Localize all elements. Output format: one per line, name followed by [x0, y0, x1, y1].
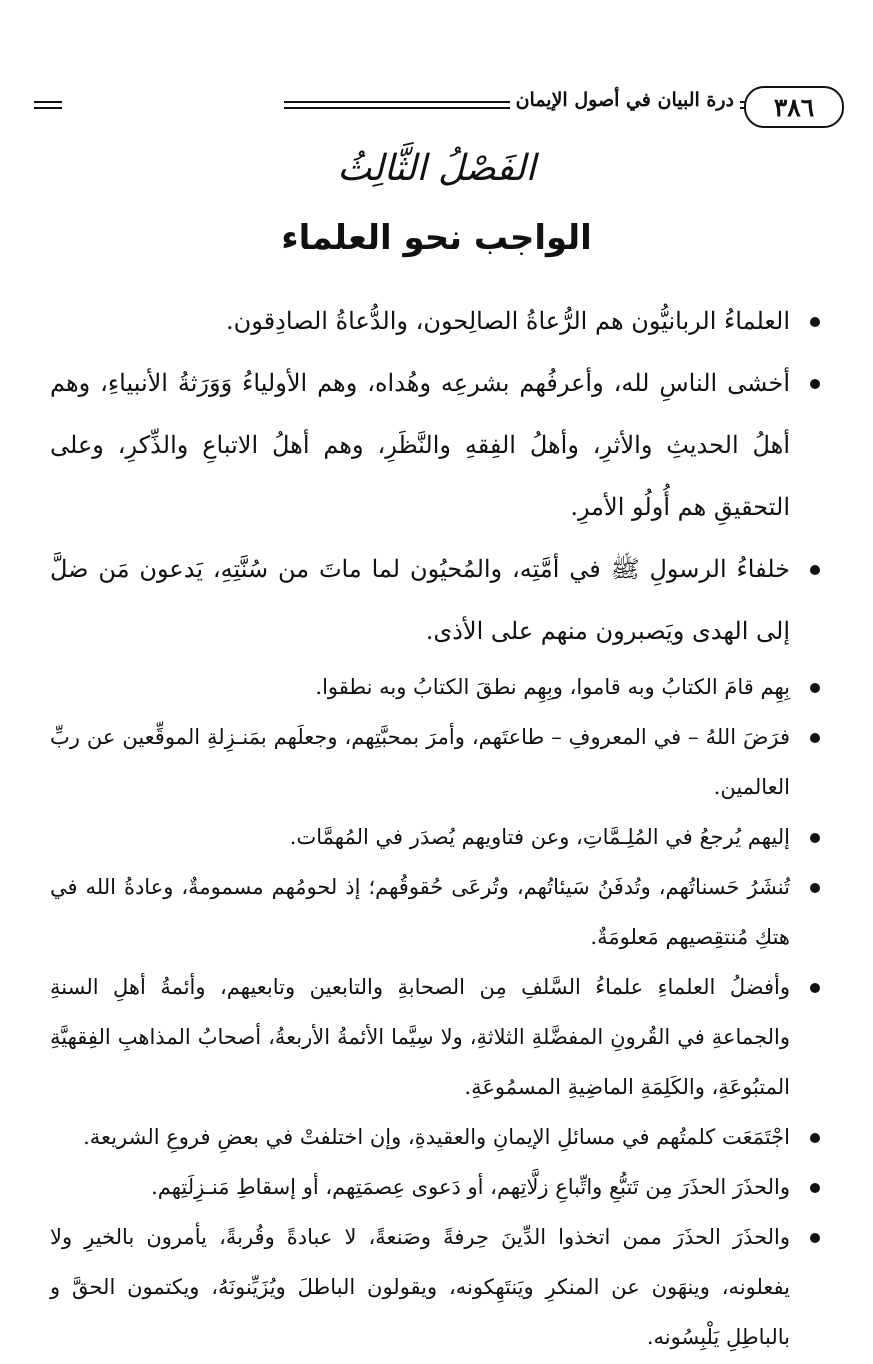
list-item-text: فرَضَ اللهُ – في المعروفِ – طاعتَهم، وأمرَ بمحبَّتِهم، وجعلَهم بمَنـزِلةِ الموقِّعين عن ربِّ العالمين.: [50, 725, 790, 799]
bullet-icon: [810, 317, 820, 327]
list-item: [50, 538, 822, 662]
header-rule: [34, 101, 62, 103]
list-item: [50, 812, 822, 862]
bullet-list: [50, 290, 822, 1362]
list-item: [50, 712, 822, 812]
list-item: [50, 1212, 822, 1362]
list-item-text: تُنشَرُ حَسناتُهم، وتُدفَنُ سَيئاتُهم، وتُرعَى حُقوقُهم؛ إذ لحومُهم مسمومةٌ، وعادةُ الله في هتكِ مُنتقِصيهم مَعلومَةٌ.: [50, 875, 790, 949]
list-item-text: والحذَرَ الحذَرَ مِن تَتبُّعِ واتِّباعِ زلَّاتِهم، أو دَعوى عِصمَتِهم، أو إسقاطِ مَنـزِلَتِهم.: [151, 1175, 790, 1199]
running-header: [34, 86, 844, 126]
bullet-icon: [810, 1233, 820, 1243]
page-number: ٣٨٦: [744, 86, 844, 128]
section-title: الواجب نحو العلماء: [281, 218, 592, 258]
list-item: [50, 1112, 822, 1162]
list-item: [50, 662, 822, 712]
bullet-icon: [810, 733, 820, 743]
list-item-text: وأفضلُ العلماءِ علماءُ السَّلفِ مِن الصحابةِ والتابعين وتابعيهم، وأئمةُ أهلِ السنةِ والجماعةِ في القُرونِ المفضَّلةِ الثلاثةِ، ولا سِيَّما الأئمةُ الأربعةُ، أصحابُ المذاهبِ الفِقهيَّةِ المتبُوعَةِ، والكَلِمَةِ الماضِيةِ المسمُوعَةِ.: [50, 975, 790, 1099]
list-item-text: إليهم يُرجعُ في المُلِـمَّاتِ، وعن فتاويهم يُصدَر في المُهمَّات.: [289, 825, 790, 849]
bullet-icon: [810, 1183, 820, 1193]
list-item-text: العلماءُ الربانيُّون هم الرُّعاةُ الصالِحون، والدُّعاةُ الصادِقون.: [226, 307, 790, 335]
bullet-icon: [810, 565, 820, 575]
chapter-heading: الفَصْلُ الثَّالِثُ: [337, 148, 536, 189]
list-item: [50, 862, 822, 962]
list-item: [50, 290, 822, 352]
bullet-icon: [810, 883, 820, 893]
list-item-text: أخشى الناسِ لله، وأعرفُهم بشرعِه وهُداه، وهم الأولياءُ وَوَرَثةُ الأنبياءِ، وهم أهلُ الحديثِ والأثرِ، وأهلُ الفِقهِ والنَّظَرِ، وهم أهلُ الاتباعِ والذِّكرِ، وعلى التحقيقِ هم أُولُو الأمرِ.: [50, 369, 790, 521]
list-item-text: اجْتَمَعَت كلمتُهم في مسائلِ الإيمانِ والعقيدةِ، وإن اختلفتْ في بعضِ فروعِ الشريعة.: [83, 1125, 790, 1149]
bullet-icon: [810, 683, 820, 693]
header-rule: [34, 107, 62, 109]
list-item-text: والحذَرَ الحذَرَ ممن اتخذوا الدِّينَ حِرفةً وصَنعةً، لا عبادةً وقُربةً، يأمرون بالخيرِ ولا يفعلونه، وينهَون عن المنكرِ ويَنتَهِكونه، ويقولون الباطلَ ويُزَيِّنونَهُ، ويكتمون الحقَّ و بالباطِلِ يَلْبِسُونه.: [50, 1225, 790, 1349]
running-title: درة البيان في أصول الإيمان: [510, 89, 740, 111]
list-item-text: بِهِم قامَ الكتابُ وبه قاموا، وبِهِم نطقَ الكتابُ وبه نطقوا.: [315, 675, 790, 699]
list-item-text: خلفاءُ الرسولِ ﷺ في أمَّتِه، والمُحيُون لما ماتَ من سُنَّتِهِ، يَدعون مَن ضلَّ إلى الهدى ويَصبرون منهم على الأذى.: [50, 555, 790, 645]
bullet-icon: [810, 833, 820, 843]
list-item: [50, 962, 822, 1112]
bullet-icon: [810, 1133, 820, 1143]
bullet-icon: [810, 983, 820, 993]
list-item: [50, 1162, 822, 1212]
bullet-icon: [810, 379, 820, 389]
list-item: [50, 352, 822, 538]
